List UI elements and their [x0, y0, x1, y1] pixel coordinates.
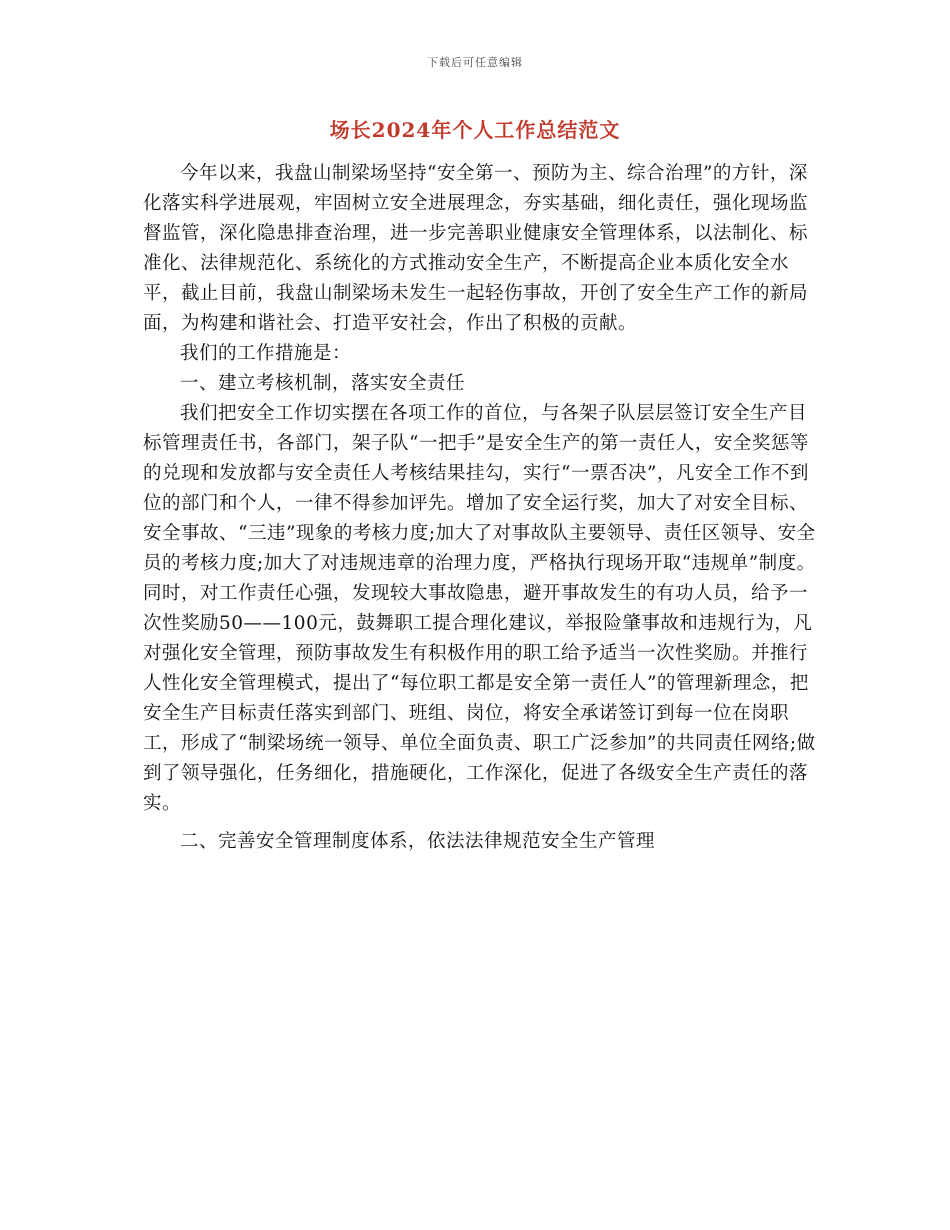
section-heading-2: 二、完善安全管理制度体系，依法法律规范安全生产管理 [180, 831, 656, 852]
page-header-note: 下载后可任意编辑 [427, 56, 523, 69]
paragraph-intro: 今年以来，我盘山制梁场坚持“安全第一、预防为主、综合治理”的方针，深化落实科学进展观，牢固树立安全进展理念，夯实基础，细化责任，强化现场监督监管，深化隐患排查治理，进一步完善职业健康安全管理体系，以法制化、标准化、法律规范化、系统化的方式推动安全生产，不断提高企业本质化安全水平，截止目前，我盘山制梁场未发生一起轻伤事故，开创了安全生产工作的新局面，为构建和谐社会、打造平安社会，作出了积极的贡献。 [143, 163, 809, 334]
section-heading-1: 一、建立考核机制，落实安全责任 [180, 373, 466, 394]
document-body [143, 159, 823, 857]
paragraph-measures-intro: 我们的工作措施是： [180, 343, 352, 364]
paragraph-section-1: 我们把安全工作切实摆在各项工作的首位，与各架子队层层签订安全生产目标管理责任书，各部门，架子队“一把手”是安全生产的第一责任人，安全奖惩等的兑现和发放都与安全责任人考核结果挂勾，实行“一票否决”，凡安全工作不到位的部门和个人，一律不得参加评先。增加了安全运行奖，加大了对安全目标、安全事故、“三违”现象的考核力度;加大了对事故队主要领导、责任区领导、安全员的考核力度;加大了对违规违章的治理力度，严格执行现场开取“违规单”制度。同时，对工作责任心强，发现较大事故隐患，避开事故发生的有功人员，给予一次性奖励50——100元，鼓舞职工提合理化建议，举报险肇事故和违规行为，凡对强化安全管理，预防事故发生有积极作用的职工给予适当一次性奖励。并推行人性化安全管理模式，提出了“每位职工都是安全第一责任人”的管理新理念，把安全生产目标责任落实到部门、班组、岗位，将安全承诺签订到每一位在岗职工，形成了“制梁场统一领导、单位全面负责、职工广泛参加”的共同责任网络;做到了领导强化，任务细化，措施硬化，工作深化，促进了各级安全生产责任的落实。 [143, 403, 816, 814]
document-title: 场长2024年个人工作总结范文 [329, 118, 621, 142]
